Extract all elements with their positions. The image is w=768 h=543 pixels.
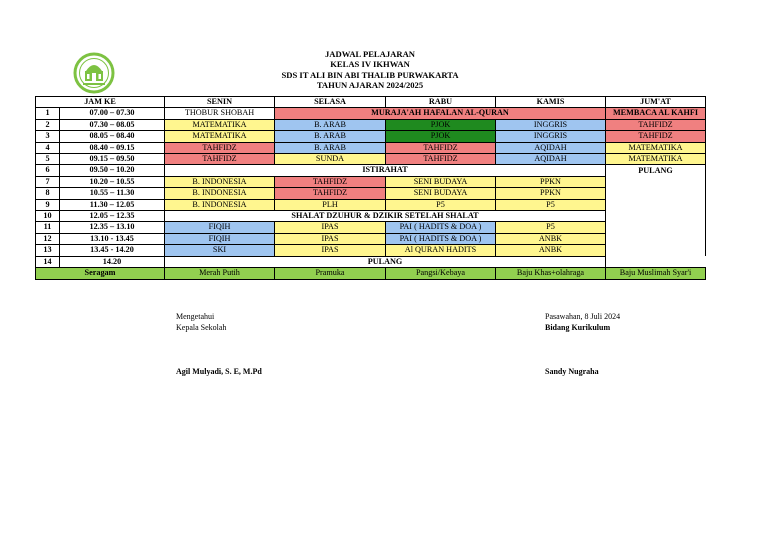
cell-selasa: B. ARAB [275, 131, 386, 142]
row-number: 12 [36, 233, 60, 244]
cell-rabu: PAI ( HADITS & DOA ) [386, 222, 496, 233]
table-row [36, 176, 706, 187]
row-time: 07.30 – 08.05 [60, 119, 165, 130]
row-time: 08.40 – 09.15 [60, 142, 165, 153]
cell-selasa: B. ARAB [275, 142, 386, 153]
row-time: 10.20 – 10.55 [60, 176, 165, 187]
table-row [36, 222, 706, 233]
row-time: 13.10 - 13.45 [60, 233, 165, 244]
col-kamis: KAMIS [496, 97, 606, 108]
row-number: 6 [36, 165, 60, 176]
cell-kamis: INGGRIS [496, 131, 606, 142]
principal-title: Kepala Sekolah [176, 323, 227, 332]
row-time: 11.30 – 12.05 [60, 199, 165, 210]
cell-kamis: INGGRIS [496, 119, 606, 130]
cell-senin: TAHFIDZ [165, 154, 275, 165]
cell-senin: FIQIH [165, 233, 275, 244]
table-row [36, 256, 706, 267]
row-number: 3 [36, 131, 60, 142]
cell-selasa: B. ARAB [275, 119, 386, 130]
cell-rabu: Al QURAN HADITS [386, 245, 496, 256]
cell-break: ISTIRAHAT [165, 165, 606, 176]
cell-selasa: SUNDA [275, 154, 386, 165]
cell-jumat: TAHFIDZ [606, 119, 706, 130]
row-number: 8 [36, 188, 60, 199]
seragam-kamis: Baju Khas+olahraga [496, 268, 606, 279]
table-row [36, 131, 706, 142]
cell-kamis: ANBK [496, 245, 606, 256]
signature-right [545, 311, 620, 333]
col-rabu: RABU [386, 97, 496, 108]
table-row [36, 211, 706, 222]
seragam-jumat: Baju Muslimah Syar'i [606, 268, 706, 279]
acknowledged-label: Mengetahui [176, 312, 215, 321]
document-header [240, 49, 500, 91]
cell-senin: MATEMATIKA [165, 131, 275, 142]
col-selasa: SELASA [275, 97, 386, 108]
seragam-senin: Merah Putih [165, 268, 275, 279]
cell-selasa: IPAS [275, 222, 386, 233]
cell-senin: TAHFIDZ [165, 142, 275, 153]
cell-selasa: TAHFIDZ [275, 176, 386, 187]
cell-senin: B. INDONESIA [165, 176, 275, 187]
col-senin: SENIN [165, 97, 275, 108]
cell-empty [606, 211, 706, 257]
school-logo [73, 51, 115, 95]
cell-kamis: ANBK [496, 233, 606, 244]
row-number: 1 [36, 108, 60, 119]
header-row [36, 97, 706, 108]
cell-kamis: PPKN [496, 176, 606, 187]
curriculum-name: Sandy Nugraha [545, 367, 599, 376]
cell-span: MURAJA'AH HAFALAN AL-QURAN [275, 108, 606, 119]
row-number: 4 [36, 142, 60, 153]
cell-kamis: PPKN [496, 188, 606, 199]
seragam-row [36, 268, 706, 279]
table-row [36, 188, 706, 199]
principal-name: Agil Mulyadi, S. E, M.Pd [176, 367, 262, 376]
row-time: 14.20 [60, 256, 165, 267]
cell-senin: SKI [165, 245, 275, 256]
row-time: 12.35 – 13.10 [60, 222, 165, 233]
col-jumat: JUM'AT [606, 97, 706, 108]
seragam-selasa: Pramuka [275, 268, 386, 279]
schedule-table [35, 96, 706, 280]
table-row [36, 199, 706, 210]
table-row [36, 119, 706, 130]
row-number: 9 [36, 199, 60, 210]
seragam-label: Seragam [36, 268, 165, 279]
cell-jumat: TAHFIDZ [606, 131, 706, 142]
cell-prayer: SHALAT DZUHUR & DZIKIR SETELAH SHALAT [165, 211, 606, 222]
cell-senin: THOBUR SHOBAH [165, 108, 275, 119]
cell-rabu: SENI BUDAYA [386, 188, 496, 199]
table-row [36, 165, 706, 176]
row-number: 14 [36, 256, 60, 267]
cell-rabu: P5 [386, 199, 496, 210]
table-row [36, 108, 706, 119]
cell-jumat: MATEMATIKA [606, 154, 706, 165]
row-number: 2 [36, 119, 60, 130]
row-time: 09.15 – 09.50 [60, 154, 165, 165]
class-name: KELAS IV IKHWAN [330, 59, 410, 70]
row-time: 09.50 – 10.20 [60, 165, 165, 176]
table-row [36, 233, 706, 244]
cell-pulang: PULANG [165, 256, 606, 267]
seragam-rabu: Pangsi/Kebaya [386, 268, 496, 279]
cell-rabu: PAI ( HADITS & DOA ) [386, 233, 496, 244]
cell-selasa: TAHFIDZ [275, 188, 386, 199]
table-row [36, 154, 706, 165]
cell-selasa: IPAS [275, 245, 386, 256]
cell-rabu: TAHFIDZ [386, 154, 496, 165]
schedule-title: JADWAL PELAJARAN [324, 49, 415, 59]
academic-year: TAHUN AJARAN 2024/2025 [316, 80, 424, 91]
cell-rabu: PJOK [386, 131, 496, 142]
cell-jumat-pulang: PULANG [606, 165, 706, 176]
cell-jumat: MATEMATIKA [606, 142, 706, 153]
row-time: 08.05 – 08.40 [60, 131, 165, 142]
cell-rabu: SENI BUDAYA [386, 176, 496, 187]
row-number: 13 [36, 245, 60, 256]
cell-kamis: AQIDAH [496, 154, 606, 165]
curriculum-title: Bidang Kurikulum [545, 323, 611, 332]
row-number: 7 [36, 176, 60, 187]
row-time: 10.55 – 11.30 [60, 188, 165, 199]
cell-selasa: PLH [275, 199, 386, 210]
table-row [36, 245, 706, 256]
row-time: 12.05 – 12.35 [60, 211, 165, 222]
row-number: 10 [36, 211, 60, 222]
table-row [36, 142, 706, 153]
cell-rabu: PJOK [386, 119, 496, 130]
cell-selasa: IPAS [275, 233, 386, 244]
cell-empty [606, 176, 706, 210]
school-name: SDS IT ALI BIN ABI THALIB PURWAKARTA [281, 69, 459, 80]
row-number: 5 [36, 154, 60, 165]
signature-left [176, 311, 226, 333]
col-jam-ke: JAM KE [36, 97, 165, 108]
cell-kamis: P5 [496, 199, 606, 210]
row-time: 07.00 – 07.30 [60, 108, 165, 119]
cell-jumat: MEMBACA AL KAHFI [606, 108, 706, 119]
cell-rabu: TAHFIDZ [386, 142, 496, 153]
cell-kamis: AQIDAH [496, 142, 606, 153]
place-date: Pasawahan, 8 Juli 2024 [545, 312, 621, 321]
row-number: 11 [36, 222, 60, 233]
cell-senin: FIQIH [165, 222, 275, 233]
cell-kamis: P5 [496, 222, 606, 233]
cell-senin: B. INDONESIA [165, 199, 275, 210]
cell-senin: MATEMATIKA [165, 119, 275, 130]
row-time: 13.45 - 14.20 [60, 245, 165, 256]
cell-senin: B. INDONESIA [165, 188, 275, 199]
